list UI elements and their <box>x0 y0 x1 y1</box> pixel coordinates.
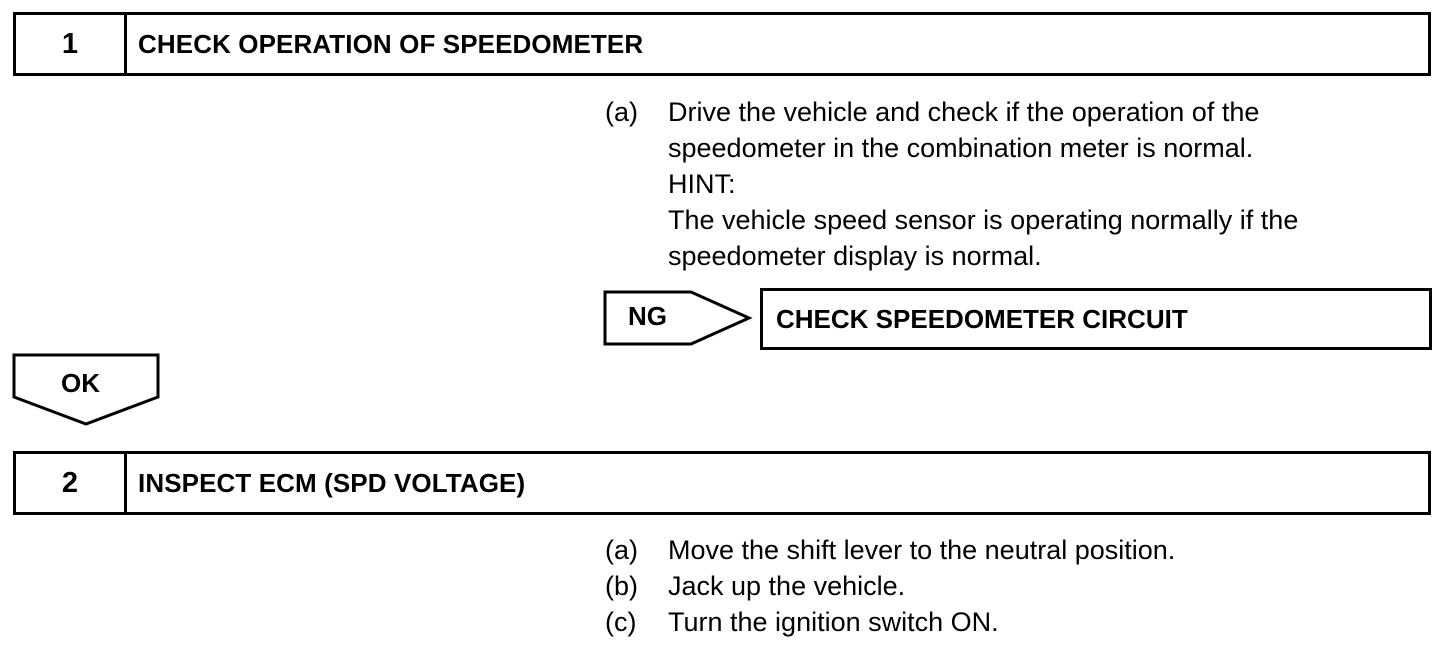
step-2-title: INSPECT ECM (SPD VOLTAGE) <box>138 467 526 498</box>
instruction-letter: (a) <box>605 535 638 565</box>
step-2-header <box>13 451 1431 515</box>
step-1-header <box>13 12 1431 76</box>
step-2-number: 2 <box>16 454 127 512</box>
instruction-letter: (a) <box>605 97 638 127</box>
hint-line: speedometer display is normal. <box>668 241 1042 271</box>
ng-result-box <box>760 288 1432 350</box>
ng-arrow-icon <box>603 290 753 346</box>
instruction-line: speedometer in the combination meter is normal. <box>668 133 1254 163</box>
instruction-text <box>668 94 1298 274</box>
step-2-instruction-b <box>605 568 1175 604</box>
step-1-title: CHECK OPERATION OF SPEEDOMETER <box>138 28 644 59</box>
instruction-text: Turn the ignition switch ON. <box>668 607 999 637</box>
step-2-instruction-a <box>605 532 1175 568</box>
step-2-instructions <box>605 532 1175 640</box>
ok-label: OK <box>61 368 100 398</box>
instruction-letter: (b) <box>605 571 638 601</box>
instruction-text: Move the shift lever to the neutral position. <box>668 535 1176 565</box>
ng-result-text: CHECK SPEEDOMETER CIRCUIT <box>776 303 1188 334</box>
ng-label: NG <box>628 301 667 331</box>
hint-line: The vehicle speed sensor is operating normally if the <box>668 205 1299 235</box>
step-1-instruction-a <box>605 94 1298 274</box>
step-2-instruction-c <box>605 604 1175 640</box>
hint-label: HINT: <box>668 169 736 199</box>
step-1-number: 1 <box>16 15 127 73</box>
instruction-letter: (c) <box>605 607 637 637</box>
instruction-text: Jack up the vehicle. <box>668 571 906 601</box>
step-1-instructions <box>605 94 1298 274</box>
instruction-line: Drive the vehicle and check if the operation of the <box>668 97 1260 127</box>
